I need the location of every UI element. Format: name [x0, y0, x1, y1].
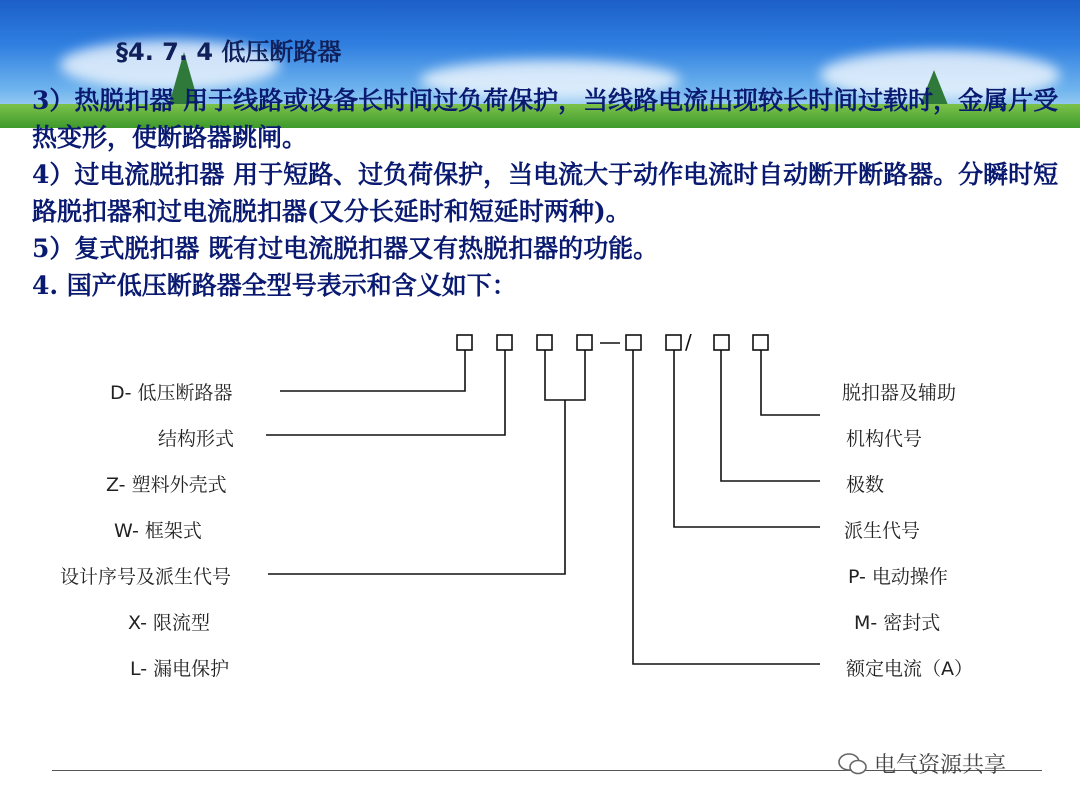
slash-separator: / [685, 330, 692, 354]
code-box-7 [714, 335, 729, 350]
bracket-design-serial [545, 350, 585, 400]
label-poles: 极数 [846, 474, 885, 496]
paragraph-thermal-release: 3）热脱扣器 用于线路或设备长时间过负荷保护，当线路电流出现较长时间过载时，金属片受热变形，使断路器跳闸。 [32, 86, 1059, 152]
code-box-4 [577, 335, 592, 350]
watermark-text: 电气资源共享 [874, 753, 1007, 778]
paragraph-overcurrent-release: 4）过电流脱扣器 用于短路、过负荷保护，当电流大于动作电流时自动断开断路器。分瞬时短路脱扣器和过电流脱扣器(又分长延时和短延时两种)。 [32, 160, 1059, 226]
leader-derivative-line [674, 350, 820, 527]
code-box-3 [537, 335, 552, 350]
diagram-lines [0, 320, 1080, 700]
code-box-1 [457, 335, 472, 350]
label-design-serial: 设计序号及派生代号 [60, 566, 232, 588]
label-mechanism-code: 机构代号 [846, 428, 923, 450]
paragraph-compound-release: 5）复式脱扣器 既有过电流脱扣器又有热脱扣器的功能。 [32, 234, 659, 263]
label-x-current-limiting: X- 限流型 [128, 612, 210, 634]
code-box-5 [626, 335, 641, 350]
label-structure-form: 结构形式 [158, 428, 235, 450]
section-title: §4. 7. 4 低压断路器 [116, 38, 342, 66]
label-d-low-voltage-breaker: D- 低压断路器 [110, 382, 233, 404]
leader-structure-line [266, 350, 505, 435]
label-rated-current: 额定电流（A） [846, 658, 973, 680]
label-m-sealed: M- 密封式 [854, 612, 941, 634]
paragraph-model-intro: 4. 国产低压断路器全型号表示和含义如下： [32, 271, 517, 300]
leader-d-line [280, 350, 465, 391]
code-box-2 [497, 335, 512, 350]
label-w-frame: W- 框架式 [114, 520, 202, 542]
model-code-diagram [0, 320, 1080, 700]
chat-bubble-icon [838, 752, 868, 776]
leader-rated-current-line [633, 350, 820, 664]
body-text [32, 82, 1062, 304]
leader-release-line [761, 350, 820, 415]
code-box-6 [666, 335, 681, 350]
label-l-leakage-protection: L- 漏电保护 [130, 658, 230, 680]
label-p-electric-operation: P- 电动操作 [848, 566, 948, 588]
leader-design-line [268, 400, 565, 574]
label-z-plastic-case: Z- 塑料外壳式 [106, 474, 227, 496]
watermark [838, 748, 1006, 779]
code-box-8 [753, 335, 768, 350]
label-derivative-code: 派生代号 [844, 520, 921, 542]
label-release-accessory: 脱扣器及辅助 [842, 382, 957, 404]
